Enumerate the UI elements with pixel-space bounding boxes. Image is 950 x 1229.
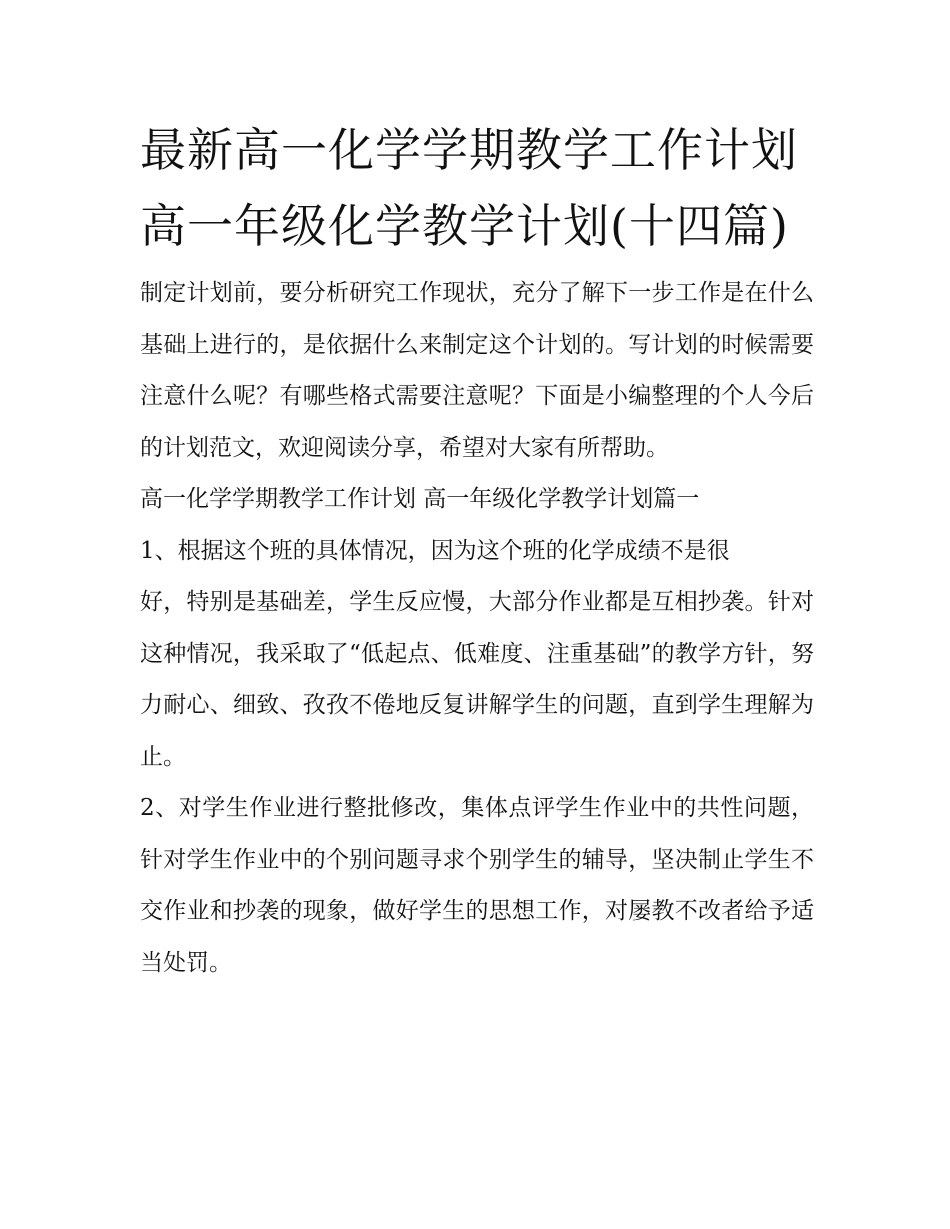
document-page bbox=[140, 112, 814, 989]
item-1-first-line: 1、根据这个班的具体情况，因为这个班的化学成绩不是很 bbox=[140, 537, 730, 564]
item-1-continuation: 好，特别是基础差，学生反应慢，大部分作业都是互相抄袭。针对这种情况，我采取了“低起点、低难度、注重基础”的教学方针，努力耐心、细致、孜孜不倦地反复讲解学生的问题，直到学生理解为止。 bbox=[140, 589, 814, 770]
document-title: 最新高一化学学期教学工作计划 高一年级化学教学计划(十四篇) bbox=[140, 123, 798, 253]
item-2-paragraph: 2、对学生作业进行整批修改，集体点评学生作业中的共性问题，针对学生作业中的个别问题寻求个别学生的辅导，坚决制止学生不交作业和抄袭的现象，做好学生的思想工作，对屡教不改者给予适当处罚。 bbox=[140, 795, 814, 976]
section-heading: 高一化学学期教学工作计划 高一年级化学教学计划篇一 bbox=[140, 486, 700, 512]
intro-paragraph: 制定计划前，要分析研究工作现状，充分了解下一步工作是在什么基础上进行的，是依据什么来制定这个计划的。写计划的时候需要注意什么呢？有哪些格式需要注意呢？下面是小编整理的个人今后的计划范文，欢迎阅读分享，希望对大家有所帮助。 bbox=[140, 280, 814, 461]
